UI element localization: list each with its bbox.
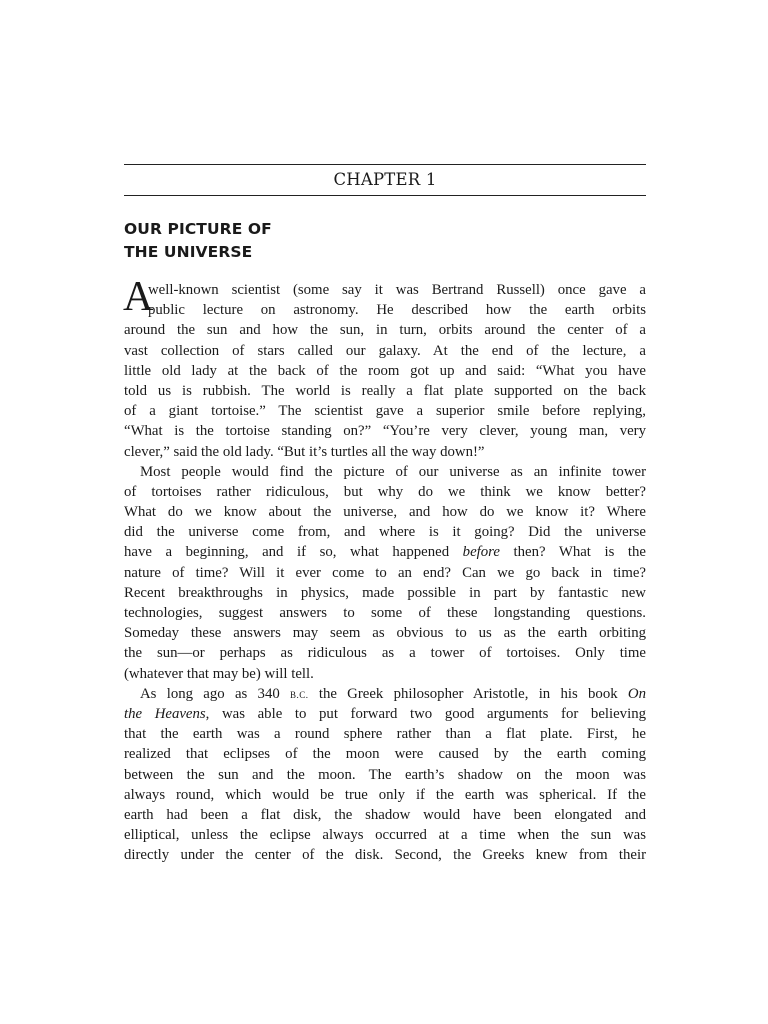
text-line: What do we know about the universe, and how do we know it? Where [124,504,646,521]
chapter-title [124,218,272,264]
text-line [124,542,646,562]
text-segment: the Greek philosopher Aristotle, in his book [318,685,618,702]
text-line: always round, which would be true only if the earth was spherical. If the [124,786,646,803]
text-line: vast collection of stars called our galaxy. At the end of the lecture, a [124,342,646,359]
text-line: around the sun and how the sun, in turn, orbits around the center of a [124,322,646,339]
text-line: nature of time? Will it ever come to an end? Can we go back in time? [124,564,646,581]
text-line: elliptical, unless the eclipse always occurred at a time when the sun was [124,827,646,844]
era-abbreviation: B.C. [290,689,309,700]
text-line: public lecture on astronomy. He described how the earth orbits [148,302,646,319]
text-line: the sun—or perhaps as ridiculous as a tower of tortoises. Only time [124,645,646,662]
italic-text: before [462,544,500,561]
top-rule [124,164,646,165]
chapter-title-line-1: OUR PICTURE OF [124,220,272,238]
text-segment: , was able to put forward two good arguments for believing [205,705,646,722]
text-line: did the universe come from, and where is it going? Did the universe [124,524,646,541]
text-line: between the sun and the moon. The earth’s shadow on the moon was [124,766,646,783]
text-line: of a giant tortoise.” The scientist gave a superior smile before replying, [124,403,646,420]
text-line: of tortoises rather ridiculous, but why do we think we know better? [124,483,646,500]
text-segment: then? What is the [513,544,646,561]
italic-text: the Heavens [124,705,206,722]
drop-cap: A [123,274,154,320]
body-text [123,274,646,865]
text-line: earth had been a flat disk, the shadow would have been elongated and [124,806,646,823]
text-line: told us is rubbish. The world is really a flat plate supported on the back [124,382,646,399]
book-page [124,0,646,1024]
text-line: well-known scientist (some say it was Bertrand Russell) once gave a [148,282,646,298]
text-segment: As long ago as 340 [140,685,280,702]
italic-text: On [627,685,646,702]
text-line: technologies, suggest answers to some of these longstanding questions. [124,605,646,621]
chapter-title-line-2: THE UNIVERSE [124,243,253,261]
text-line: Someday these answers may seem as obvious to us as the earth orbiting [124,625,646,642]
text-line: “What is the tortoise standing on?” “You’re very clever, young man, very [124,423,646,440]
text-segment: have a beginning, and if so, what happened [124,544,450,561]
text-line: clever,” said the old lady. “But it’s turtles all the way down!” [124,443,485,460]
text-line: that the earth was a round sphere rather than a flat plate. First, he [124,726,646,743]
text-line [124,684,646,704]
text-line: Recent breakthroughs in physics, made possible in part by fantastic new [124,584,646,601]
text-line: realized that eclipses of the moon were caused by the earth coming [124,746,646,763]
text-line: (whatever that may be) will tell. [124,665,314,682]
text-line: directly under the center of the disk. Second, the Greeks knew from their [124,847,646,864]
chapter-label: CHAPTER 1 [333,170,437,189]
text-line [124,704,646,724]
text-line: little old lady at the back of the room got up and said: “What you have [124,362,646,379]
bottom-rule [124,195,646,196]
text-line: Most people would find the picture of our universe as an infinite tower [140,463,646,480]
